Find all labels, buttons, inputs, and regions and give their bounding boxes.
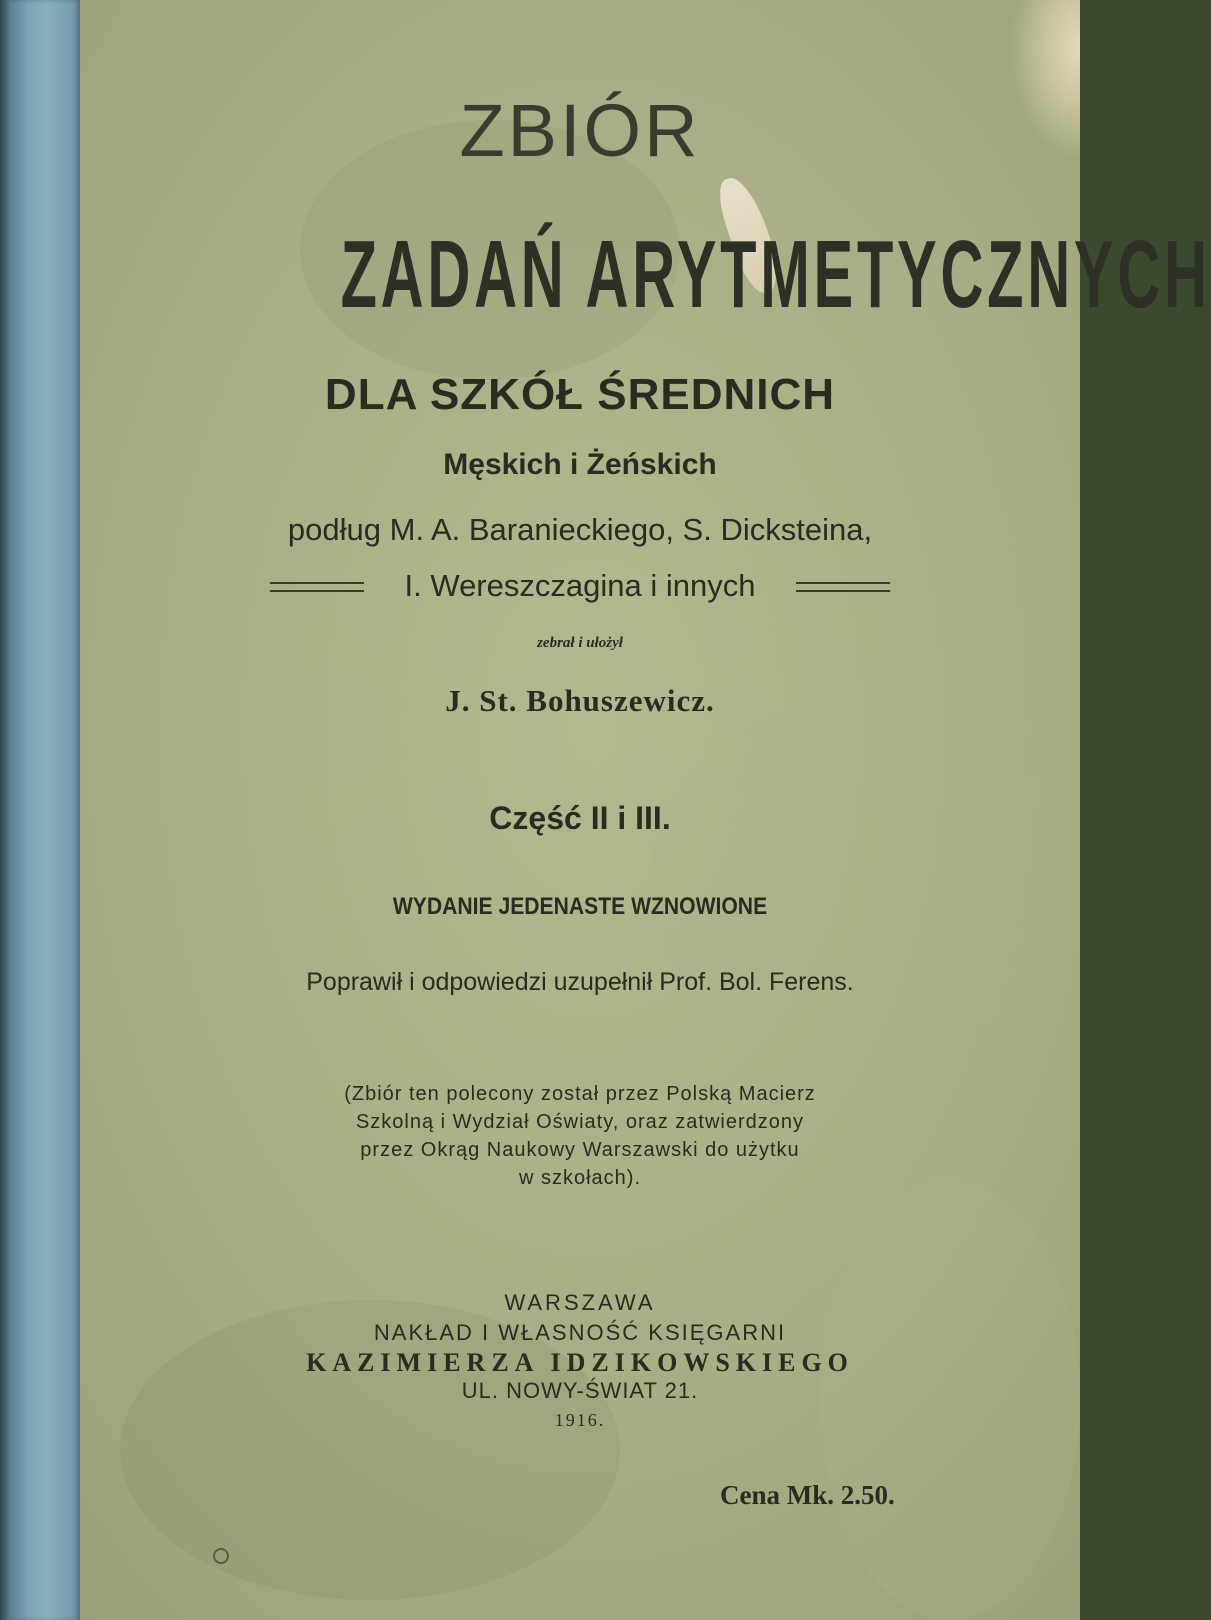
publisher-imprint: NAKŁAD I WŁASNOŚĆ KSIĘGARNI <box>373 1320 787 1345</box>
title-line-1: ZBIÓR <box>459 89 701 172</box>
approval-note-line-2: Szkolną i Wydział Oświaty, oraz zatwierdzony <box>355 1111 805 1133</box>
spine-edge <box>0 0 10 1620</box>
publisher-city: WARSZAWA <box>504 1290 656 1315</box>
approval-note-line-3: przez Okrąg Naukowy Warszawski do użytku <box>360 1139 800 1161</box>
subtitle: DLA SZKÓŁ ŚREDNICH <box>324 370 836 419</box>
subtitle-2: Męskich i Żeńskich <box>443 448 717 481</box>
author: J. St. Bohuszewicz. <box>445 683 715 718</box>
publication-year: 1916. <box>554 1410 606 1430</box>
approval-note-line-1: (Zbiór ten polecony został przez Polską Macierz <box>344 1083 816 1105</box>
price-label: Cena Mk. 2.50. <box>720 1480 895 1510</box>
publisher-address: UL. NOWY-ŚWIAT 21. <box>461 1378 699 1403</box>
publisher-name: KAZIMIERZA IDZIKOWSKIEGO <box>306 1348 854 1377</box>
sources-line-2: I. Wereszczagina i innych <box>404 568 756 603</box>
revision-note: Poprawił i odpowiedzi uzupełnił Prof. Bol. Ferens. <box>306 968 854 996</box>
title-line-2: ZADAŃ ARYTMETYCZNYCH <box>340 221 1211 328</box>
ink-ring-mark <box>213 1548 229 1564</box>
book-spine <box>0 0 80 1620</box>
sources-line-1: podług M. A. Baranieckiego, S. Dicksteina, <box>287 512 873 547</box>
approval-note-line-4: w szkołach). <box>518 1167 642 1189</box>
edition-label: WYDANIE JEDENASTE WZNOWIONE <box>392 893 768 920</box>
compiled-by-label: zebrał i ułożył <box>537 635 623 651</box>
part-label: Część II i III. <box>489 800 671 836</box>
